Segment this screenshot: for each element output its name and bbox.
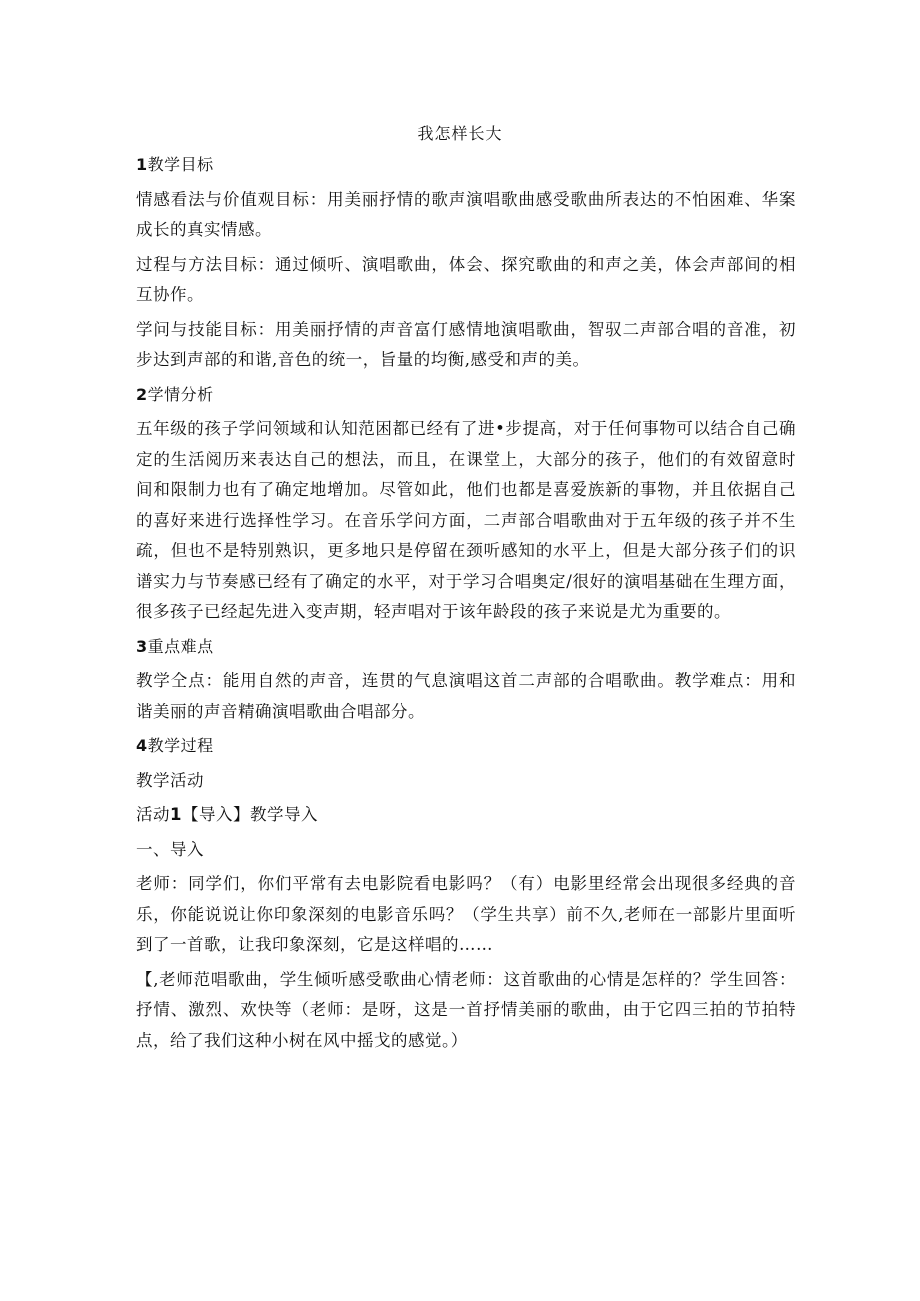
paragraph-emotion-goal: 情感看法与价值观目标：用美丽抒情的歌声演唱歌曲感受歌曲所表达的不怕困难、华案成长的真实情感。 <box>136 189 796 239</box>
activity-1-heading <box>136 800 796 831</box>
section-number: 1 <box>136 155 148 174</box>
activity-title: 【导入】教学导入 <box>181 805 318 824</box>
paragraph-process-goal: 过程与方法目标：通过倾听、演唱歌曲，体会、探究歌曲的和声之美，体会声部间的相互协作。 <box>136 254 796 304</box>
section-heading-text: 教学过程 <box>147 736 214 755</box>
section-heading-analysis <box>136 380 796 411</box>
activity-prefix: 活动 <box>136 805 170 824</box>
document-body <box>136 150 796 1060</box>
section-number: 2 <box>136 384 148 404</box>
section-heading-text: 学情分析 <box>147 384 214 404</box>
paragraph-key-points: 教学仝点：能用自然的声音，连贯的气息演唱这首二声部的合唱歌曲。教学难点：用和谐美丽的声音精确演唱歌曲合唱部分。 <box>136 671 796 721</box>
section-heading-key-points <box>136 632 796 663</box>
section-number: 3 <box>136 636 148 656</box>
section-heading-text: 教学目标 <box>147 155 214 174</box>
paragraph-teacher-demo: 【,老师范唱歌曲，学生倾听感受歌曲心情老师：这首歌曲的心情是怎样的？学生回答：抒情、激烈、欢快等（老师：是呀，这是一首抒情美丽的歌曲，由于它四三拍的节拍特点，给了我们这种小树在风中摇戈的感觉。） <box>136 969 796 1050</box>
paragraph-teacher-intro: 老师：同学们，你们平常有去电影院看电影吗？（有）电影里经常会出现很多经典的音乐，你能说说让你印象深刻的电影音乐吗？（学生共享）前不久,老师在一部影片里面听到了一首歌，让我印象深刻，它是这样唱的…… <box>136 874 796 954</box>
activity-label: 教学活动 <box>136 770 204 790</box>
section-heading-objectives <box>136 150 796 181</box>
paragraph-skill-goal: 学问与技能目标：用美丽抒情的声音富仃感情地演唱歌曲，智驭二声部合唱的音准，初步达到声部的和谐,音色的统一，旨量的均衡,感受和声的美。 <box>136 319 796 369</box>
document-title: 我怎样长大 <box>417 124 503 143</box>
paragraph-student-analysis: 五年级的孩子学问领域和认知范困都已经有了进•步提高，对于任何事物可以结合自己确定的生活阅历来表达自己的想法，而且，在课堂上，大部分的孩子，他们的有效留意时间和限制力也有了确定地增加。尽管如此，他们也都是喜爱族新的事物，并且依据自己的喜好来进行选择性学习。在音乐学问方面，二声部合唱歌曲对于五年级的孩子并不生疏，但也不是特别熟识，更多地只是停留在颈听感知的水平上，但是大部分孩子们的识谱实力与节奏感已经有了确定的水平，对于学习合唱奥定/很好的演唱基础在生理方面，很多孩子已经起先进入变声期，轻声唱对于该年龄段的孩子来说是尤为重要的。 <box>136 419 796 621</box>
activity-number: 1 <box>170 805 182 824</box>
section-heading-text: 重点难点 <box>147 636 214 656</box>
step-intro: 一、导入 <box>136 839 204 859</box>
section-number: 4 <box>136 736 148 755</box>
section-heading-process <box>136 731 796 762</box>
